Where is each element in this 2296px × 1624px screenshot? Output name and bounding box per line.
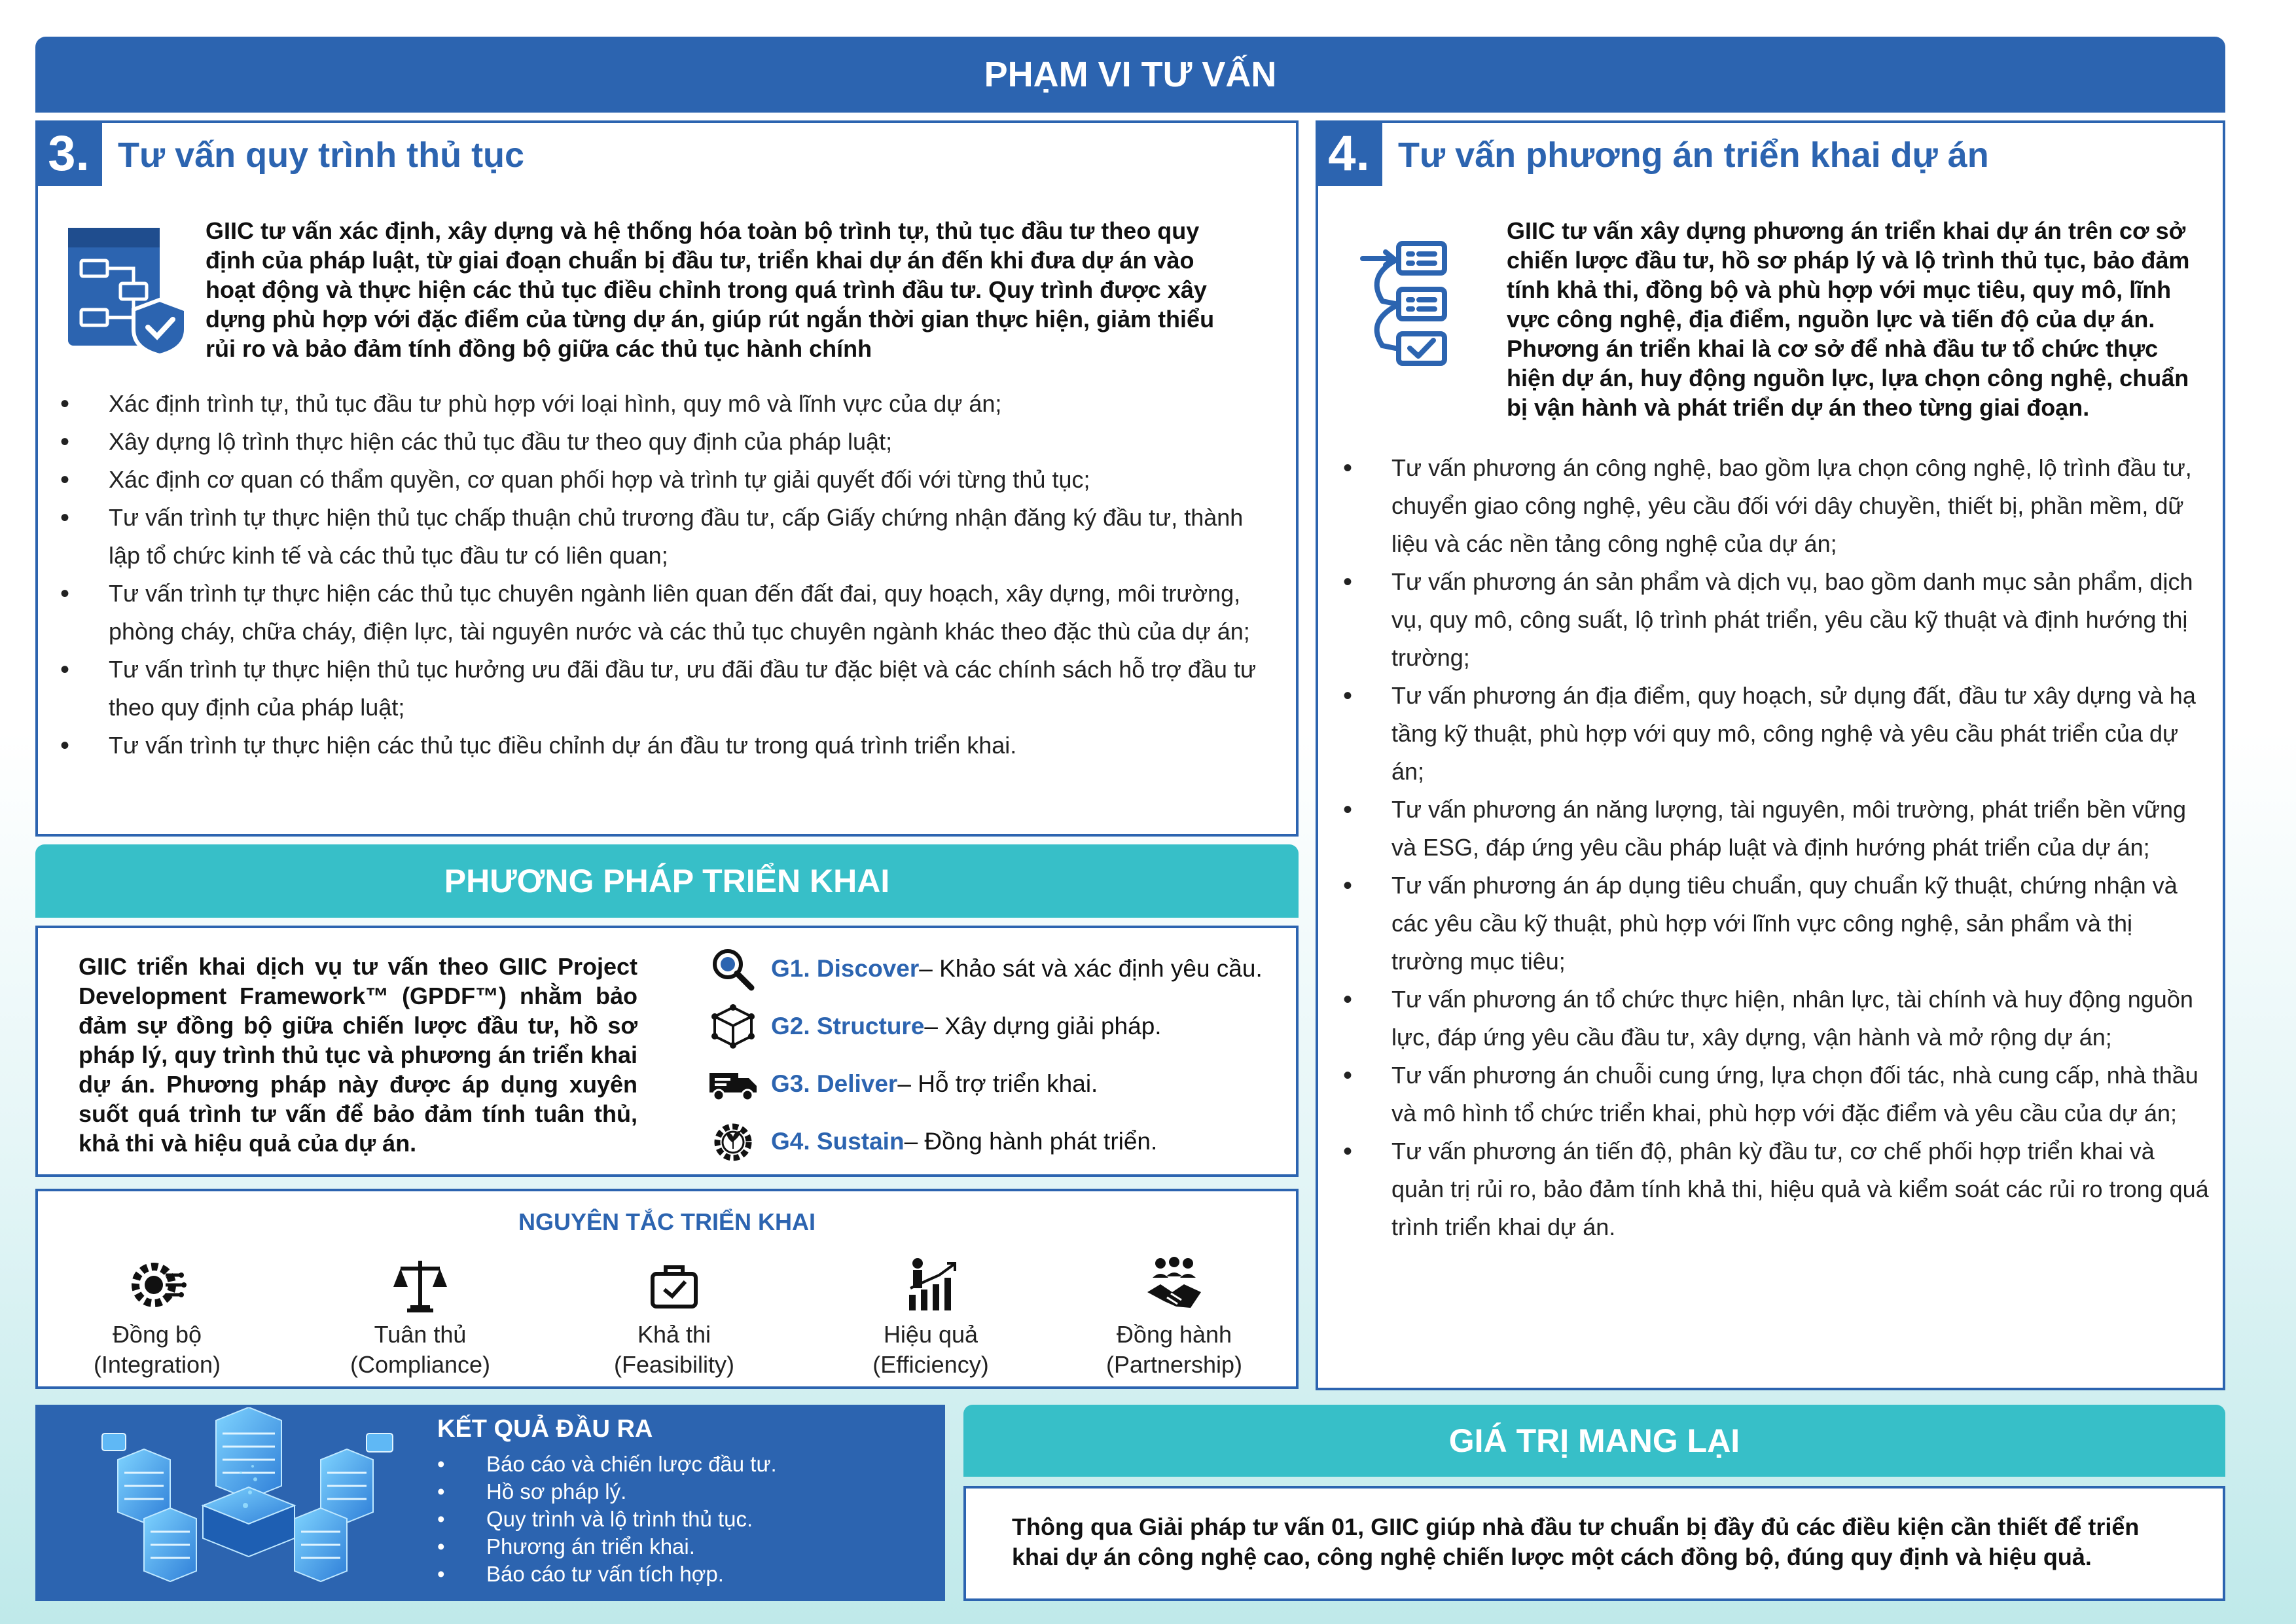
section-4-number: 4. bbox=[1316, 120, 1382, 186]
section-3-number: 3. bbox=[35, 120, 102, 186]
process-document-shield-icon bbox=[62, 221, 192, 359]
value-text: Thông qua Giải pháp tư vấn 01, GIIC giúp nhà đầu tư chuẩn bị đầy đủ các điều kiện cần thiết để triển khai dự án công nghệ cao, công nghệ chiến lược một cách đồng bộ, đúng quy định và hiệu quả. bbox=[1012, 1513, 2140, 1570]
principle-label: Khả thi bbox=[637, 1321, 711, 1348]
list-item: • Tư vấn trình tự thực hiện thủ tục hưởng ưu đãi đầu tư, ưu đãi đầu tư đặc biệt và các chính sách hỗ trợ đầu tư theo quy định của pháp luật; bbox=[37, 651, 1280, 727]
list-item: • Tư vấn trình tự thực hiện thủ tục chấp thuận chủ trương đầu tư, cấp Giấy chứng nhận đăng ký đầu tư, thành lập tổ chức kinh tế và các thủ tục đầu tư có liên quan; bbox=[37, 499, 1280, 575]
section-3-intro: GIIC tư vấn xác định, xây dựng và hệ thống hóa toàn bộ trình tự, thủ tục đầu tư theo quy định của pháp luật, từ giai đoạn chuẩn bị đầu tư, triển khai dự án đến khi đưa dự án vào hoạt động và thực hiện các thủ tục điều chỉnh trong quá trình đầu tư. Quy trình được xây dựng phù hợp với đặc điểm của từng dự án, giúp rút ngắn thời gian thực hiện, giảm thiểu rủi ro và bảo đảm tính đồng bộ giữa các thủ tục hành chính bbox=[206, 217, 1215, 362]
list-item: • Tư vấn trình tự thực hiện các thủ tục điều chỉnh dự án đầu tư trong quá trình triển khai. bbox=[37, 727, 1280, 765]
principle-label: Hiệu quả bbox=[883, 1321, 978, 1348]
list-item: • Phương án triển khai. bbox=[437, 1533, 935, 1561]
step-g2 bbox=[707, 998, 1296, 1055]
step-g4 bbox=[707, 1113, 1296, 1170]
list-item: • Xây dựng lộ trình thực hiện các thủ tục đầu tư theo quy định của pháp luật; bbox=[37, 423, 1280, 461]
outputs-list bbox=[437, 1451, 935, 1588]
section-4-intro: GIIC tư vấn xây dựng phương án triển khai dự án trên cơ sở chiến lược đầu tư, hồ sơ pháp lý và lộ trình thủ tục, bảo đảm tính khả thi, đồng bộ và phù hợp với mục tiêu, quy mô, lĩnh vực công nghệ, địa điểm, nguồn lực và tiến độ của dự án. Phương án triển khai là cơ sở để nhà đầu tư tổ chức thực hiện dự án, huy động nguồn lực, lựa chọn công nghệ, chuẩn bị vận hành và phát triển dự án theo từng giai đoạn. bbox=[1507, 217, 2190, 421]
principle-label: Tuân thủ bbox=[374, 1321, 467, 1348]
step-desc: – Đồng hành phát triển. bbox=[904, 1128, 1158, 1155]
magnifier-icon bbox=[707, 946, 759, 992]
step-key: G2. Structure bbox=[771, 1013, 925, 1039]
integration-gear-icon bbox=[128, 1255, 187, 1314]
step-key: G1. Discover bbox=[771, 955, 920, 982]
principle-sublabel: (Feasibility) bbox=[613, 1351, 735, 1378]
workflow-checklist-icon bbox=[1356, 236, 1467, 367]
section-3-title: Tư vấn quy trình thủ tục bbox=[118, 135, 525, 175]
list-item: • Xác định trình tự, thủ tục đầu tư phù hợp với loại hình, quy mô và lĩnh vực của dự án; bbox=[37, 385, 1280, 423]
outputs-title: KẾT QUẢ ĐẦU RA bbox=[437, 1415, 653, 1443]
methodology-title: PHƯƠNG PHÁP TRIỂN KHAI bbox=[444, 863, 890, 899]
principle-label: Đồng hành bbox=[1116, 1321, 1232, 1348]
list-item: • Tư vấn phương án sản phẩm và dịch vụ, bao gồm danh mục sản phẩm, dịch vụ, quy mô, công suất, lộ trình phát triển, yêu cầu kỹ thuật và định hướng thị trường; bbox=[1319, 563, 2210, 677]
principle-label: Đồng bộ bbox=[112, 1321, 202, 1348]
principle-sublabel: (Efficiency) bbox=[872, 1351, 989, 1378]
value-title: GIÁ TRỊ MANG LẠI bbox=[1448, 1422, 1740, 1459]
section-3-bullets bbox=[37, 385, 1280, 765]
list-item: • Tư vấn phương án công nghệ, bao gồm lựa chọn công nghệ, lộ trình đầu tư, chuyển giao công nghệ, yêu cầu đối với dây chuyền, thiết bị, phần mềm, dữ liệu và các nền tảng công nghệ của dự án; bbox=[1319, 449, 2210, 563]
data-center-illustration bbox=[98, 1407, 399, 1597]
page-header bbox=[35, 37, 2225, 113]
principle-efficiency bbox=[806, 1255, 1055, 1380]
list-item: • Xác định cơ quan có thẩm quyền, cơ quan phối hợp và trình tự giải quyết đối với từng thủ tục; bbox=[37, 461, 1280, 499]
step-g3 bbox=[707, 1055, 1296, 1113]
principle-sublabel: (Compliance) bbox=[350, 1351, 491, 1378]
section-4-title: Tư vấn phương án triển khai dự án bbox=[1398, 135, 1989, 175]
list-item: • Tư vấn phương án tổ chức thực hiện, nhân lực, tài chính và huy động nguồn lực, đáp ứng yêu cầu đầu tư, xây dựng, vận hành và mở rộng dự án; bbox=[1319, 981, 2210, 1056]
page-title: PHẠM VI TƯ VẤN bbox=[984, 55, 1277, 94]
scales-icon bbox=[391, 1255, 450, 1314]
principle-partnership bbox=[1050, 1255, 1299, 1380]
briefcase-check-icon bbox=[645, 1255, 704, 1314]
value-header bbox=[963, 1405, 2225, 1477]
methodology-intro: GIIC triển khai dịch vụ tư vấn theo GIIC Project Development Framework™ (GPDF™) nhằm bảo đảm sự đồng bộ giữa chiến lược đầu tư, hồ sơ pháp lý, quy trình thủ tục và phương án triển khai dự án. Phương pháp này được áp dụng xuyên suốt quá trình tư vấn để bảo đảm tính tuân thủ, khả thi và hiệu quả của dự án. bbox=[79, 953, 637, 1157]
gear-leaf-icon bbox=[707, 1119, 759, 1164]
growth-chart-icon bbox=[901, 1255, 960, 1314]
step-key: G3. Deliver bbox=[771, 1070, 898, 1097]
handshake-icon bbox=[1145, 1255, 1204, 1314]
step-desc: – Hỗ trợ triển khai. bbox=[897, 1070, 1098, 1097]
delivery-truck-icon bbox=[707, 1061, 759, 1107]
list-item: • Tư vấn phương án địa điểm, quy hoạch, sử dụng đất, đầu tư xây dựng và hạ tầng kỹ thuật, phù hợp với quy mô, công nghệ và yêu cầu phát triển của dự án; bbox=[1319, 677, 2210, 791]
list-item: • Tư vấn phương án áp dụng tiêu chuẩn, quy chuẩn kỹ thuật, chứng nhận và các yêu cầu kỹ thuật, phù hợp với lĩnh vực công nghệ, sản phẩm và thị trường mục tiêu; bbox=[1319, 867, 2210, 981]
principle-sublabel: (Integration) bbox=[93, 1351, 221, 1378]
list-item: • Báo cáo tư vấn tích hợp. bbox=[437, 1561, 935, 1588]
step-desc: – Xây dựng giải pháp. bbox=[924, 1013, 1162, 1039]
step-desc: – Khảo sát và xác định yêu cầu. bbox=[919, 955, 1263, 982]
step-key: G4. Sustain bbox=[771, 1128, 905, 1155]
step-g1 bbox=[707, 940, 1296, 998]
section-4-bullets bbox=[1319, 449, 2210, 1246]
principle-sublabel: (Partnership) bbox=[1105, 1351, 1243, 1378]
list-item: • Tư vấn phương án chuỗi cung ứng, lựa chọn đối tác, nhà cung cấp, nhà thầu và mô hình tổ chức triển khai, phù hợp với đặc điểm và yêu cầu của dự án; bbox=[1319, 1056, 2210, 1132]
list-item: • Tư vấn trình tự thực hiện các thủ tục chuyên ngành liên quan đến đất đai, quy hoạch, xây dựng, môi trường, phòng cháy, chữa cháy, điện lực, tài nguyên nước và các thủ tục chuyên ngành khác theo đặc thù của dự án; bbox=[37, 575, 1280, 651]
principle-integration bbox=[33, 1255, 281, 1380]
list-item: • Quy trình và lộ trình thủ tục. bbox=[437, 1506, 935, 1533]
methodology-header bbox=[35, 844, 1299, 918]
cube-structure-icon bbox=[707, 1003, 759, 1049]
list-item: • Hồ sơ pháp lý. bbox=[437, 1478, 935, 1506]
list-item: • Tư vấn phương án tiến độ, phân kỳ đầu tư, cơ chế phối hợp triển khai và quản trị rủi ro, bảo đảm tính khả thi, hiệu quả và kiểm soát các rủi ro trong quá trình triển khai dự án. bbox=[1319, 1132, 2210, 1246]
methodology-steps bbox=[707, 940, 1296, 1170]
list-item: • Báo cáo và chiến lược đầu tư. bbox=[437, 1451, 935, 1478]
principles-title: NGUYÊN TẮC TRIỂN KHAI bbox=[518, 1208, 816, 1235]
list-item: • Tư vấn phương án năng lượng, tài nguyên, môi trường, phát triển bền vững và ESG, đáp ứng yêu cầu pháp luật và định hướng phát triển của dự án; bbox=[1319, 791, 2210, 867]
principle-compliance bbox=[296, 1255, 545, 1380]
principle-feasibility bbox=[550, 1255, 798, 1380]
